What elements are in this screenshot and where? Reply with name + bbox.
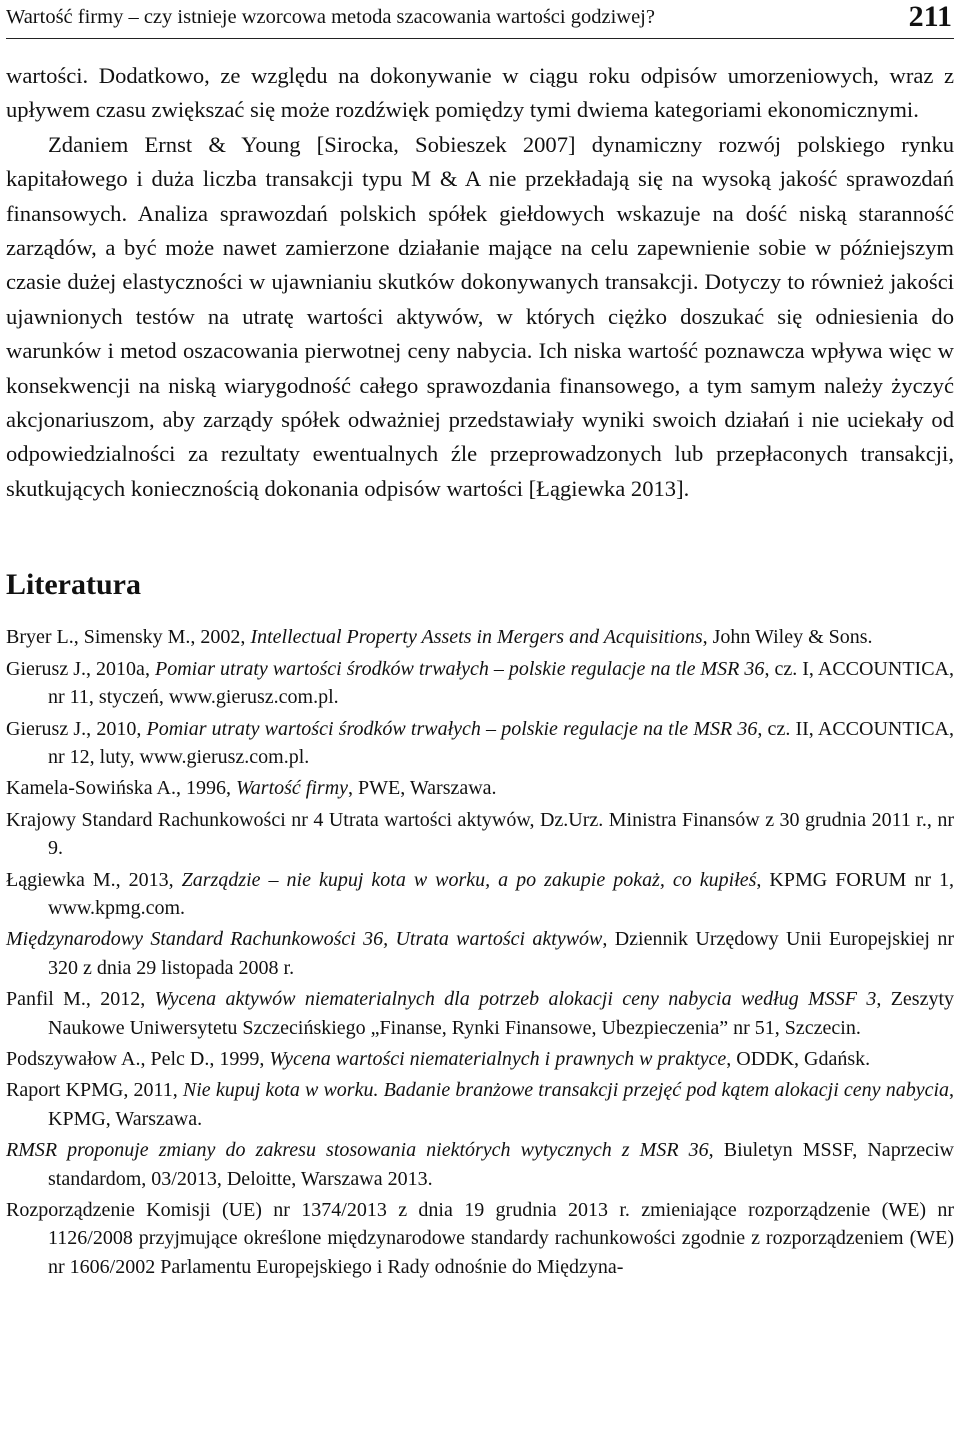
reference-publication: , John Wiley & Sons. <box>702 626 873 649</box>
reference-author-part: Raport KPMG, 2011, <box>6 1079 183 1102</box>
reference-publication: , Zeszyty Naukowe Uniwersytetu Szczecińskiego „Finanse, Rynki Finansowe, Ubezpieczenia” nr 51, Szczecin. <box>48 988 955 1039</box>
reference-entry <box>6 623 954 651</box>
document-page <box>6 0 954 1284</box>
reference-title: Nie kupuj kota w worku. Badanie branżowe transakcji przejęć pod kątem alokacji ceny nabycia <box>182 1079 949 1102</box>
reference-author-part: Gierusz J., 2010a, <box>6 657 155 680</box>
running-header <box>6 0 954 39</box>
reference-title: Zarządzie – nie kupuj kota w worku, a po zakupie pokaż, co kupiłeś <box>181 868 757 891</box>
reference-publication: , cz. I, ACCOUNTICA, nr 11, styczeń, www.gierusz.com.pl. <box>48 657 954 709</box>
reference-entry <box>6 655 954 712</box>
reference-publication: , cz. II, ACCOUNTICA, nr 12, luty, www.gierusz.com.pl. <box>48 717 954 768</box>
reference-author-part: Gierusz J., 2010, <box>6 717 147 740</box>
reference-list <box>6 623 954 1281</box>
reference-title: Wycena aktywów niematerialnych dla potrzeb alokacji ceny nabycia według MSSF 3 <box>154 988 877 1011</box>
reference-entry <box>6 866 954 923</box>
reference-entry <box>6 806 954 863</box>
reference-publication: , Biuletyn MSSF, Naprzeciw standardom, 03/2013, Deloitte, Warszawa 2013. <box>48 1139 954 1190</box>
reference-title: Międzynarodowy Standard Rachunkowości 36, Utrata wartości aktywów <box>6 928 603 951</box>
body-paragraph: Zdaniem Ernst & Young [Sirocka, Sobieszek 2007] dynamiczny rozwój polskiego rynku kapitałowego i duża liczba transakcji typu M & A nie przekładają się na wysoką jakość sprawozdań finansowych. Analiza sprawozdań polskich spółek giełdowych wskazuje na dość niską staranność zarządów, a być może nawet zamierzone działanie mające na celu zapewnienie sobie w późniejszym czasie dużej elastyczności w ujawnianiu skutków dokonywanych transakcji. Dotyczy to również jakości ujawnionych testów na utratę wartości aktywów, w których ciężko doszukać się odniesienia do warunków i metod oszacowania pierwotnej ceny nabycia. Ich niska wartość poznawcza wpływa więc w konsekwencji na niską wiarygodność całego sprawozdania finansowego, a tym samym należy życzyć akcjonariuszom, aby zarządy spółek odważniej przedstawiały wyniki swoich działań i nie uciekały od odpowiedzialności za rezultaty ewentualnych źle przeprowadzonych lub przepłaconych transakcji, skutkujących koniecznością dokonania odpisów wartości [Łągiewka 2013]. <box>6 131 954 501</box>
reference-entry <box>6 1196 954 1281</box>
reference-author-part: Panfil M., 2012, <box>6 988 155 1011</box>
reference-publication: , PWE, Warszawa. <box>348 777 497 800</box>
reference-entry <box>6 1136 954 1193</box>
reference-entry <box>6 715 954 772</box>
reference-publication: , KPMG, Warszawa. <box>48 1079 954 1130</box>
reference-title: Wartość firmy <box>235 777 349 800</box>
reference-entry <box>6 1045 954 1073</box>
reference-publication: , Dziennik Urzędowy Unii Europejskiej nr 320 z dnia 29 listopada 2008 r. <box>48 928 954 979</box>
reference-entry <box>6 774 954 802</box>
reference-title: Pomiar utraty wartości środków trwałych – polskie regulacje na tle MSR 36 <box>146 717 758 740</box>
body-paragraph: wartości. Dodatkowo, ze względu na dokonywanie w ciągu roku odpisów umorzeniowych, wraz z upływem czasu zwiększać się może rozdźwięk pomiędzy tymi dwiema kategoriami ekonomicznymi. <box>6 63 954 123</box>
reference-publication: , ODDK, Gdańsk. <box>726 1047 871 1070</box>
running-header-title: Wartość firmy – czy istnieje wzorcowa metoda szacowania wartości godziwej? <box>6 6 655 28</box>
body-text <box>6 59 954 506</box>
reference-author-part: Rozporządzenie Komisji (UE) nr 1374/2013 z dnia 19 grudnia 2013 r. zmieniające rozporządzenie (WE) nr 1126/2008 przyjmujące określone międzynarodowe standardy rachunkowości zgodnie z rozporządzeniem (WE) nr 1606/2002 Parlamentu Europejskiego i Rady odnośnie do Międzyna- <box>6 1199 954 1278</box>
reference-author-part: Bryer L., Simensky M., 2002, <box>6 626 251 649</box>
reference-publication: , KPMG FORUM nr 1, www.kpmg.com. <box>48 868 954 919</box>
reference-title: RMSR proponuje zmiany do zakresu stosowania niektórych wytycznych z MSR 36 <box>6 1139 709 1162</box>
reference-author-part: Kamela-Sowińska A., 1996, <box>6 777 236 800</box>
reference-entry <box>6 985 954 1042</box>
reference-title: Intellectual Property Assets in Mergers and Acquisitions <box>250 626 703 649</box>
reference-title: Wycena wartości niematerialnych i prawnych w praktyce <box>269 1047 727 1070</box>
reference-author-part: Krajowy Standard Rachunkowości nr 4 Utrata wartości aktywów, Dz.Urz. Ministra Finansów z 30 grudnia 2011 r., nr 9. <box>6 808 954 860</box>
literature-heading: Literatura <box>6 568 141 602</box>
reference-author-part: Łągiewka M., 2013, <box>6 868 182 891</box>
reference-author-part: Podszywałow A., Pelc D., 1999, <box>6 1047 270 1070</box>
reference-entry <box>6 925 954 982</box>
reference-title: Pomiar utraty wartości środków trwałych – polskie regulacje na tle MSR 36 <box>154 657 765 680</box>
reference-entry <box>6 1076 954 1133</box>
page-number: 211 <box>908 0 952 33</box>
